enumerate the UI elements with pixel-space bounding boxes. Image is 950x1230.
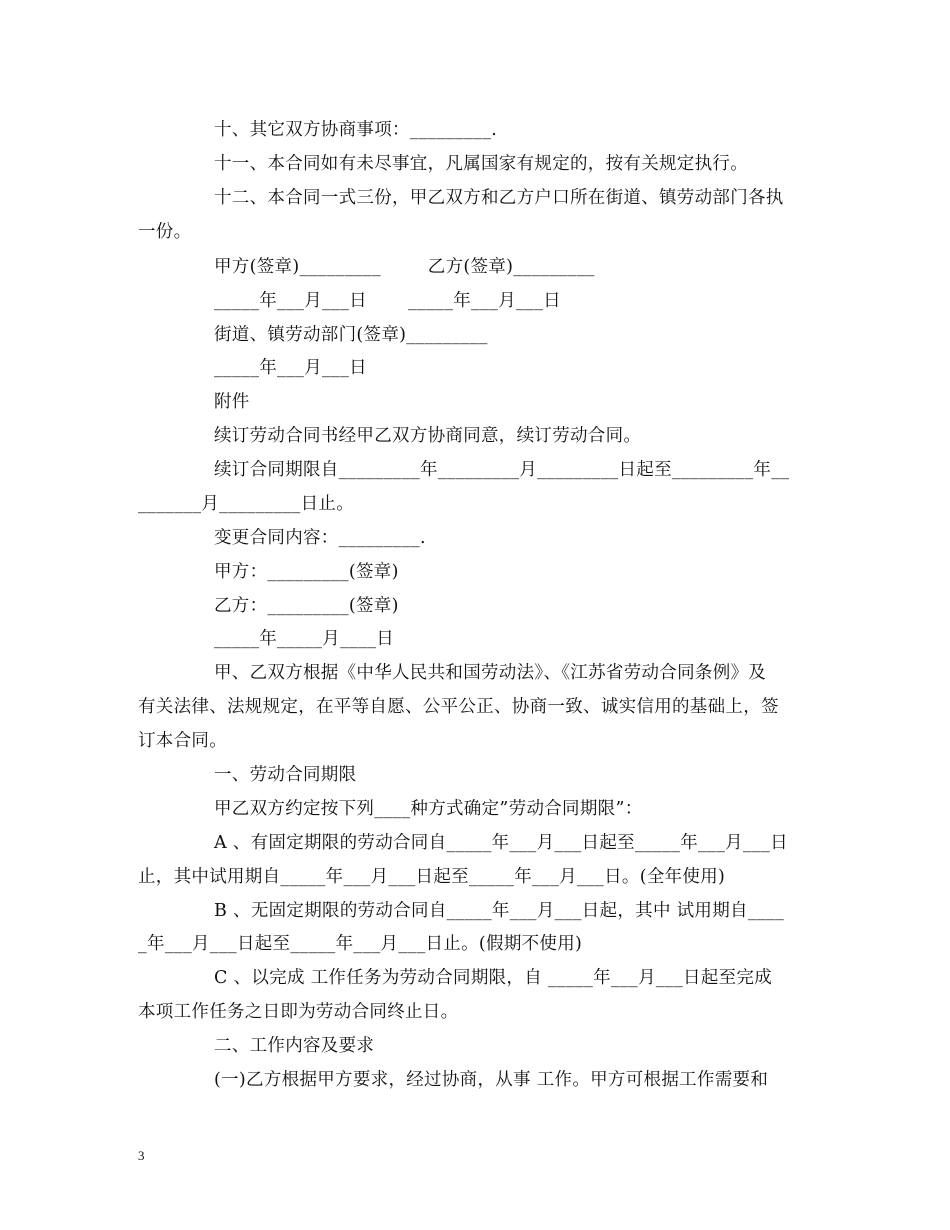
section-1-heading: 一、劳动合同期限 — [214, 765, 357, 785]
clause-11: 十一、本合同如有未尽事宜，凡属国家有规定的，按有关规定执行。 — [214, 154, 748, 174]
clause-12-cont: 一份。 — [138, 222, 192, 242]
page-number: 3 — [138, 1148, 145, 1163]
section-2-heading: 二、工作内容及要求 — [214, 1036, 375, 1056]
renewal-term: 续订合同期限自_________年_________月_________日起至_________年__ — [214, 460, 790, 480]
option-c: C 、以完成 工作任务为劳动合同期限，自 _____年___月___日起至完成 — [214, 968, 773, 988]
option-a: A 、有固定期限的劳动合同自_____年___月___日起至_____年___月___日 — [214, 833, 788, 853]
clause-10: 十、其它双方协商事项：_________. — [214, 120, 498, 140]
clause-12: 十二、本合同一式三份，甲乙双方和乙方户口所在街道、镇劳动部门各执 — [214, 188, 784, 208]
preamble: 甲、乙双方根据《中华人民共和国劳动法》、《江苏省劳动合同条例》及 — [214, 663, 767, 683]
signature-line: 甲方(签章)_________ 乙方(签章)_________ — [214, 257, 595, 277]
labor-dept-signature: 街道、镇劳动部门(签章)_________ — [214, 325, 488, 345]
party-b-sign: 乙方：_________(签章) — [214, 596, 399, 616]
work-content: (一)乙方根据甲方要求，经过协商，从事 工作。甲方可根据工作需要和 — [214, 1070, 769, 1090]
option-b-cont: _年___月___日起至_____年___月___日止。(假期不使用) — [138, 934, 583, 954]
term-selection: 甲乙双方约定按下列____种方式确定”劳动合同期限”： — [214, 799, 643, 819]
option-c-cont: 本项工作任务之日即为劳动合同终止日。 — [138, 1002, 459, 1022]
date-line: _____年_____月____日 — [214, 629, 395, 649]
option-b: B 、无固定期限的劳动合同自_____年___月___日起，其中 试用期自____ — [214, 901, 785, 921]
date-line: _____年___月___日 — [214, 358, 367, 378]
option-a-cont: 止，其中试用期自_____年___月___日起至_____年___月___日。(全年使用) — [138, 867, 726, 887]
change-content: 变更合同内容：_________. — [214, 528, 426, 548]
appendix-heading: 附件 — [214, 392, 250, 412]
preamble-cont: 有关法律、法规规定，在平等自愿、公平公正、协商一致、诚实信用的基础上，签 — [138, 697, 779, 717]
preamble-cont: 订本合同。 — [138, 731, 227, 751]
renewal-term-cont: _______月_________日止。 — [138, 494, 354, 514]
renewal-text: 续订劳动合同书经甲乙双方协商同意，续订劳动合同。 — [214, 426, 642, 446]
party-a-sign: 甲方：_________(签章) — [214, 562, 399, 582]
date-line: _____年___月___日 _____年___月___日 — [214, 291, 561, 311]
